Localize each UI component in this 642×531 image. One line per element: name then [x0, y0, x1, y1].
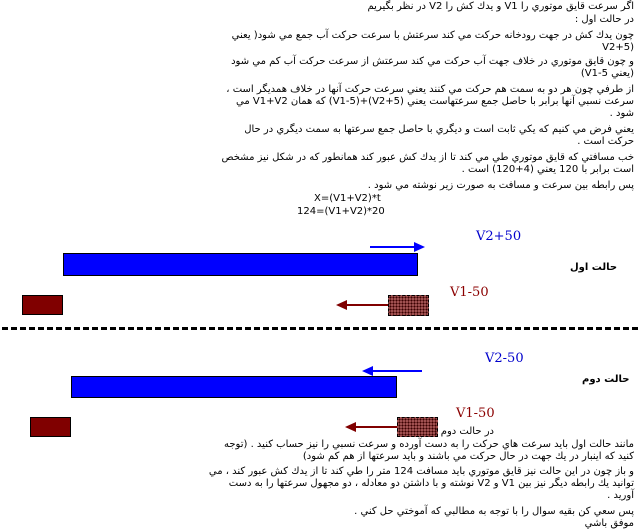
- intro-line-2: در حالت اول :: [574, 14, 634, 25]
- intro-line-10: يعني فرض مي كنيم كه يكي ثابت است و ديگري با حاصل جمع سرعتها به سمت ديگري در حال: [244, 124, 634, 135]
- state1-boat-label: V1-50: [450, 285, 489, 300]
- state1-boat-block: [22, 295, 63, 315]
- arrow-head: [362, 366, 373, 376]
- outro-line-1: در حالت دوم :: [434, 426, 494, 437]
- state2-boat-hatched: [397, 417, 438, 437]
- intro-line-1: اگر سرعت قايق موتوري را V1 و يدك كش را V2 در نظر بگيريم: [367, 1, 634, 12]
- outro-line-7: پس سعي كن بقيه سوال را با توجه به مطالبي كه آموختي حل كني .: [354, 506, 634, 517]
- state1-tug-arrow: [370, 241, 426, 253]
- intro-line-13: است برابر با 120 يعني (4+120) است .: [461, 164, 634, 175]
- formula-2: 124=(V1+V2)*20: [297, 206, 385, 217]
- state1-tug-bar: [63, 253, 418, 276]
- state2-tug-label: V2-50: [485, 351, 524, 366]
- state2-boat-block: [30, 417, 71, 437]
- intro-line-9: شود .: [609, 108, 634, 119]
- outro-line-6: آوريد .: [607, 490, 634, 501]
- state2-boat-arrow: [345, 421, 399, 433]
- intro-line-12: خب مسافتي كه قايق موتوري طي مي كند تا از يدك كش عبور كند همانطور كه در شكل نيز مشخص: [221, 152, 634, 163]
- intro-line-3: چون يدك كش در جهت رودخانه حركت مي كند سرعتش با سرعت حركت آب جمع مي شود( يعني: [231, 30, 634, 41]
- intro-line-5: و چون قايق موتوري در خلاف جهت آب حركت مي كند سرعتش از سرعت حركت آب كم مي شود: [231, 56, 634, 67]
- intro-line-6: (يعني V1-5): [580, 68, 634, 79]
- formula-1: X=(V1+V2)*t: [314, 193, 381, 204]
- outro-line-4: و باز چون در اين حالت نيز قايق موتوري بايد مسافت 124 متر را طي كند تا از يدك كش عبور كند ، مي: [208, 466, 634, 477]
- state1-title: حالت اول: [570, 262, 618, 273]
- intro-line-11: حركت است .: [577, 136, 634, 147]
- outro-line-5: توانيد يك رابطه ديگر نيز بين V1 و V2 نوشته و با داشتن دو معادله ، دو مجهول سرعتها را به دست: [228, 478, 634, 489]
- intro-line-7: از طرفي چون هر دو به سمت هم حركت مي كنند يعني سرعت حركت آنها در خلاف همديگر است ،: [226, 84, 634, 95]
- intro-line-8: سرعت نسبي آنها برابر با حاصل جمع سرعتهاست يعني (V2+5)+(V1-5) كه همان V1+V2 مي: [236, 96, 634, 107]
- arrow-head: [414, 242, 425, 252]
- outro-line-8: موفق باشي: [584, 518, 634, 529]
- state1-boat-arrow: [336, 299, 390, 311]
- state1-tug-label: V2+50: [476, 229, 522, 244]
- intro-line-14: پس رابطه بين سرعت و مسافت به صورت زير نوشته مي شود .: [367, 180, 634, 191]
- state1-boat-hatched: [388, 295, 429, 316]
- arrow-head: [345, 422, 356, 432]
- arrow-head: [336, 300, 347, 310]
- state2-title: حالت دوم: [582, 374, 630, 385]
- state2-boat-label: V1-50: [456, 406, 495, 421]
- intro-line-4: (V2+5: [602, 42, 634, 53]
- state2-tug-bar: [71, 376, 397, 398]
- outro-line-3: كنيد كه اينبار در يك جهت در حال حركت مي باشند و بايد سرعتها از هم كم شود): [302, 451, 634, 462]
- divider-dashed-line: [2, 327, 638, 330]
- outro-line-2: مانند حالت اول بايد سرعت هاي حركت را به دست آورده و سرعت نسبي را نيز حساب كنيد . (توجه: [224, 439, 634, 450]
